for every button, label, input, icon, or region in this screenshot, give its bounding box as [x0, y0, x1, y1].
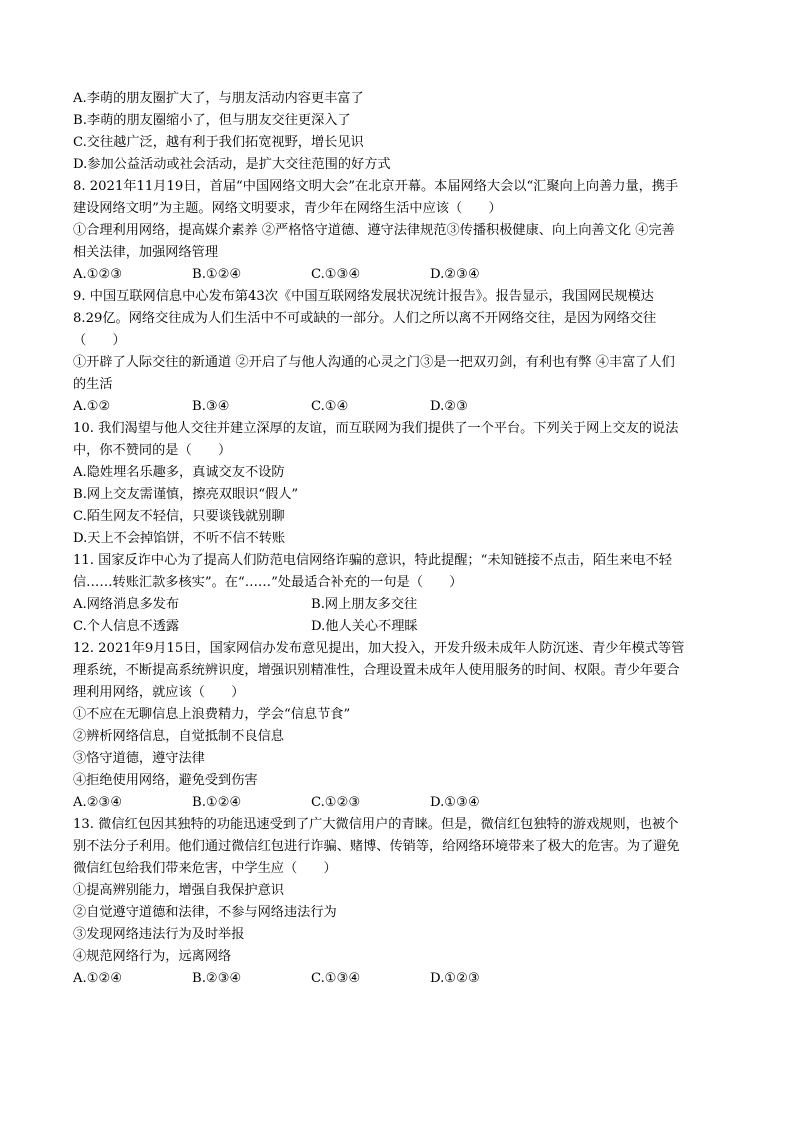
question-12 [73, 638, 733, 814]
q7-options [73, 88, 733, 176]
question-13 [73, 814, 733, 990]
q13-option-b: B.②③④ [192, 971, 242, 986]
q13-stem-line: 别不法分子利用。他们通过微信红包进行诈骗、赌博、传销等，给网络环境带来了极大的危害。为了避免 [73, 839, 680, 854]
q9-option-a: A.①② [73, 399, 111, 414]
q12-statement: ②辨析网络信息，自觉抵制不良信息 [73, 729, 284, 744]
q13-statement: ②自觉遵守道德和法律，不参与网络违法行为 [73, 905, 337, 920]
q11-option-c: C.个人信息不透露 [73, 619, 180, 634]
q12-statement: ④拒绝使用网络，避免受到伤害 [73, 773, 258, 788]
q9-option-b: B.③④ [192, 399, 230, 414]
q8-option-a: A.①②③ [73, 267, 123, 282]
q8-stem-line: 8. 2021年11月19日，首届“中国网络文明大会”在北京开幕。本届网络大会以“汇聚向上向善力量，携手 [73, 179, 679, 194]
q9-stem-line: （ ） [73, 333, 126, 348]
q12-option-c: C.①②③ [311, 795, 361, 810]
q13-statement: ③发现网络违法行为及时举报 [73, 927, 245, 942]
question-9 [73, 286, 733, 418]
q10-option-c: C.陌生网友不轻信，只要谈钱就别聊 [73, 509, 285, 524]
q11-options-row-1 [73, 594, 733, 616]
q8-stem-line: ①合理利用网络，提高媒介素养 ②严格恪守道德、遵守法律规范③传播积极健康、向上向善文化 ④完善 [73, 223, 675, 238]
q9-options [73, 396, 733, 418]
q8-option-c: C.①③④ [311, 267, 361, 282]
q9-stem-line: 9. 中国互联网信息中心发布第43次《中国互联网络发展状况统计报告》。报告显示，我国网民规模达 [73, 289, 654, 304]
q12-option-a: A.②③④ [73, 795, 123, 810]
q10-option-b: B.网上交友需谨慎，擦亮双眼识“假人” [73, 487, 299, 502]
q13-statement: ④规范网络行为，远离网络 [73, 949, 232, 964]
q8-option-d: D.②③④ [430, 267, 480, 282]
q11-stem-line: 11. 国家反诈中心为了提高人们防范电信网络诈骗的意识，特此提醒；“未知链接不点击，陌生来电不轻 [73, 553, 672, 568]
q10-stem-line: 中，你不赞同的是（ ） [73, 443, 232, 458]
q8-stem-line: 相关法律，加强网络管理 [73, 245, 219, 260]
q7-option-d: D.参加公益活动或社会活动，是扩大交往范围的好方式 [73, 157, 391, 172]
q12-statement: ③恪守道德，遵守法律 [73, 751, 205, 766]
q13-option-d: D.①②③ [430, 971, 480, 986]
q9-option-d: D.②③ [430, 399, 468, 414]
q13-options [73, 968, 733, 990]
question-8 [73, 176, 733, 286]
q10-stem-line: 10. 我们渴望与他人交往并建立深厚的友谊，而互联网为我们提供了一个平台。下列关于网上交友的说法 [73, 421, 679, 436]
q12-stem-line: 理利用网络，就应该（ ） [73, 685, 245, 700]
q13-option-a: A.①②④ [73, 971, 123, 986]
q10-option-d: D.天上不会掉馅饼，不听不信不转账 [73, 531, 286, 546]
q7-option-b: B.李萌的朋友圈缩小了，但与朋友交往更深入了 [73, 113, 351, 128]
q11-options-row-2 [73, 616, 733, 638]
q12-stem-line: 12. 2021年9月15日，国家网信办发布意见提出，加大投入，开发升级未成年人防沉迷、青少年模式等管 [73, 641, 685, 656]
q13-stem-line: 微信红包给我们带来危害，中学生应（ ） [73, 861, 337, 876]
q9-stem-line: ①开辟了人际交往的新通道 ②开启了与他人沟通的心灵之门③是一把双刃剑，有利也有弊 ④丰富了人们 [73, 355, 675, 370]
q9-stem-line: 8.29亿。网络交往成为人们生活中不可或缺的一部分。人们之所以离不开网络交往，是因为网络交往 [73, 311, 657, 326]
q12-stem-line: 理系统，不断提高系统辨识度，增强识别精准性，合理设置未成年人使用服务的时间、权限。青少年要合 [73, 663, 680, 678]
q9-stem-line: 的生活 [73, 377, 113, 392]
q12-statement: ①不应在无聊信息上浪费精力，学会“信息节食” [73, 707, 351, 722]
q13-option-c: C.①③④ [311, 971, 361, 986]
q12-options [73, 792, 733, 814]
question-11 [73, 550, 733, 638]
q7-option-c: C.交往越广泛，越有利于我们拓宽视野，增长见识 [73, 135, 364, 150]
exam-page [73, 88, 733, 990]
q11-option-b: B.网上朋友多交往 [311, 597, 418, 612]
q13-stem-line: 13. 微信红包因其独特的功能迅速受到了广大微信用户的青睐。但是，微信红包独特的游戏规则，也被个 [73, 817, 679, 832]
q12-option-d: D.①③④ [430, 795, 480, 810]
q8-stem-line: 建设网络文明”为主题。网络文明要求，青少年在网络生活中应该（ ） [73, 201, 502, 216]
question-10 [73, 418, 733, 550]
q11-option-a: A.网络消息多发布 [73, 597, 180, 612]
q9-option-c: C.①④ [311, 399, 349, 414]
q8-options [73, 264, 733, 286]
q7-option-a: A.李萌的朋友圈扩大了，与朋友活动内容更丰富了 [73, 91, 364, 106]
q10-option-a: A.隐姓埋名乐趣多，真诚交友不设防 [73, 465, 285, 480]
q12-option-b: B.①②④ [192, 795, 242, 810]
q11-stem-line: 信……转账汇款多核实”。在“……”处最适合补充的一句是（ ） [73, 575, 463, 590]
q13-statement: ①提高辨别能力，增强自我保护意识 [73, 883, 284, 898]
q11-option-d: D.他人关心不理睬 [311, 619, 418, 634]
q8-option-b: B.①②④ [192, 267, 242, 282]
